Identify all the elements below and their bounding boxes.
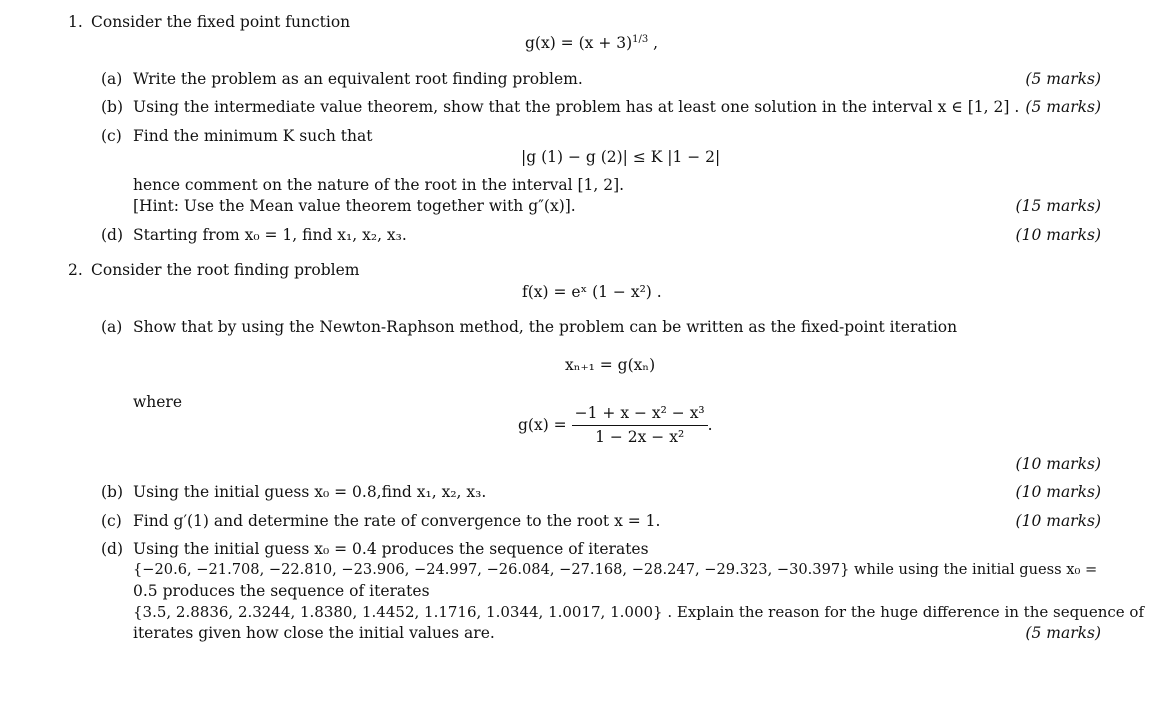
q2b-marks: (10 marks) [1015,483,1101,501]
q2d-sequence-1: {−20.6, −21.708, −22.810, −23.906, −24.997, −26.084, −27.168, −28.247, −29.323, −30.397} while using the initial guess x₀ = [133,561,1098,578]
q1a-label: (a) [101,70,123,88]
q2a-g-denominator: 1 − 2x − x² [595,428,685,447]
q2c-marks: (10 marks) [1015,512,1101,530]
q1a-marks: (5 marks) [1025,70,1101,88]
q1a-text: Write the problem as an equivalent root finding problem. [133,70,583,88]
q1-equation-tail: , [648,34,659,53]
q2a-label: (a) [101,318,123,336]
q2a-g-numerator: −1 + x − x² − x³ [572,404,708,426]
q1c-marks: (15 marks) [1015,197,1101,215]
q1c-hint: [Hint: Use the Mean value theorem together with g″(x)]. [133,197,576,215]
q1c-text: Find the minimum K such that [133,127,373,145]
q1d-label: (d) [101,226,124,244]
question-1-equation [525,34,658,54]
q2b-label: (b) [101,483,124,501]
q2d-marks: (5 marks) [1025,624,1101,642]
q1-equation-exponent: 1/3 [632,34,649,45]
q1c-label: (c) [101,127,122,145]
q1-equation-main: g(x) = (x + 3) [525,34,633,53]
q1d-marks: (10 marks) [1015,226,1101,244]
q2a-g-fraction [572,404,708,448]
q1c-equation: |g (1) − g (2)| ≤ K |1 − 2| [521,148,721,166]
q2d-line5: iterates given how close the initial values are. [133,624,495,642]
question-2-intro: Consider the root finding problem [91,261,360,279]
q2d-line1: Using the initial guess x₀ = 0.4 produces the sequence of iterates [133,540,649,558]
q2a-g-lhs: g(x) = [518,416,567,435]
q1b-marks: (5 marks) [1025,98,1101,116]
q2a-marks: (10 marks) [1015,455,1101,473]
q2c-text: Find g′(1) and determine the rate of convergence to the root x = 1. [133,512,661,530]
q1b-label: (b) [101,98,124,116]
q2a-text: Show that by using the Newton-Raphson method, the problem can be written as the fixed-point iteration [133,318,958,336]
q2a-where: where [133,393,183,411]
q2c-label: (c) [101,512,122,530]
q1c-line2: hence comment on the nature of the root in the interval [1, 2]. [133,176,625,194]
q2a-iteration-equation: xₙ₊₁ = g(xₙ) [565,356,656,374]
question-1-intro: Consider the fixed point function [91,13,351,31]
question-1-number: 1. [68,13,83,31]
q2d-sequence-2: {3.5, 2.8836, 2.3244, 1.8380, 1.4452, 1.1716, 1.0344, 1.0017, 1.000} . Explain the reason for the huge difference in the sequence of [133,603,1145,621]
q2a-g-definition [518,404,713,448]
q2b-text: Using the initial guess x₀ = 0.8,find x₁, x₂, x₃. [133,483,487,501]
q1b-text: Using the intermediate value theorem, show that the problem has at least one solution in the interval x ∈ [1, 2] . [133,98,1020,116]
question-2-equation: f(x) = eˣ (1 − x²) . [522,283,662,301]
q2a-g-tail: . [707,416,713,435]
question-2-number: 2. [68,261,83,279]
q2d-line3: 0.5 produces the sequence of iterates [133,582,430,600]
q1d-text: Starting from x₀ = 1, find x₁, x₂, x₃. [133,226,407,244]
q2d-label: (d) [101,540,124,558]
